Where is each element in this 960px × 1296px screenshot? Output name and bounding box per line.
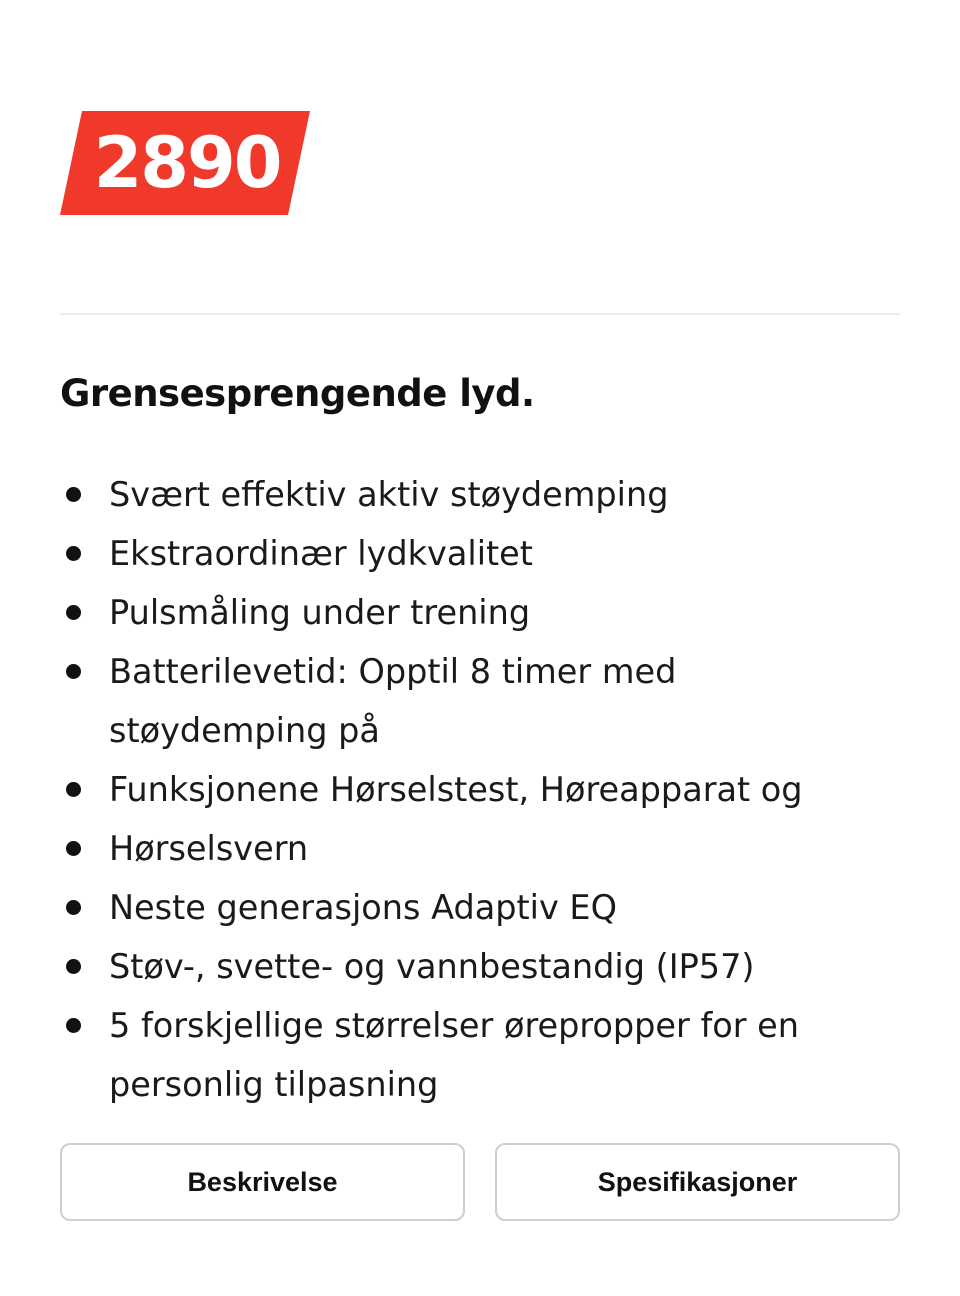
description-button[interactable]: Beskrivelse (60, 1143, 465, 1221)
bullet-icon (66, 841, 81, 856)
feature-text: Pulsmåling under trening (109, 593, 531, 632)
specifications-button[interactable]: Spesifikasjoner (495, 1143, 900, 1221)
bullet-icon (66, 605, 81, 620)
bullet-icon (66, 1018, 81, 1033)
feature-text: Svært effektiv aktiv støydemping (109, 475, 669, 514)
divider (60, 313, 900, 315)
price-badge (60, 111, 310, 215)
list-item (60, 996, 900, 1114)
list-item (60, 465, 900, 524)
feature-text: Hørselsvern (109, 829, 309, 868)
feature-list (60, 465, 900, 1114)
list-item (60, 760, 900, 819)
feature-headline: Grensesprengende lyd. (60, 372, 535, 415)
bullet-icon (66, 664, 81, 679)
feature-text: Støv-, svette- og vannbestandig (IP57) (109, 947, 755, 986)
list-item (60, 819, 900, 878)
list-item (60, 642, 900, 760)
list-item (60, 583, 900, 642)
price-value: 2890 (93, 122, 281, 204)
feature-text: 5 forskjellige størrelser ørepropper for en personlig tilpasning (109, 1006, 800, 1104)
tab-buttons (60, 1143, 900, 1221)
feature-text: Ekstraordinær lydkvalitet (109, 534, 533, 573)
list-item (60, 524, 900, 583)
bullet-icon (66, 546, 81, 561)
feature-text: Batterilevetid: Opptil 8 timer med støydemping på (109, 652, 677, 750)
bullet-icon (66, 959, 81, 974)
feature-text: Neste generasjons Adaptiv EQ (109, 888, 617, 927)
feature-text: Funksjonene Hørselstest, Høreapparat og (109, 770, 803, 809)
bullet-icon (66, 900, 81, 915)
list-item (60, 878, 900, 937)
list-item (60, 937, 900, 996)
bullet-icon (66, 782, 81, 797)
bullet-icon (66, 487, 81, 502)
